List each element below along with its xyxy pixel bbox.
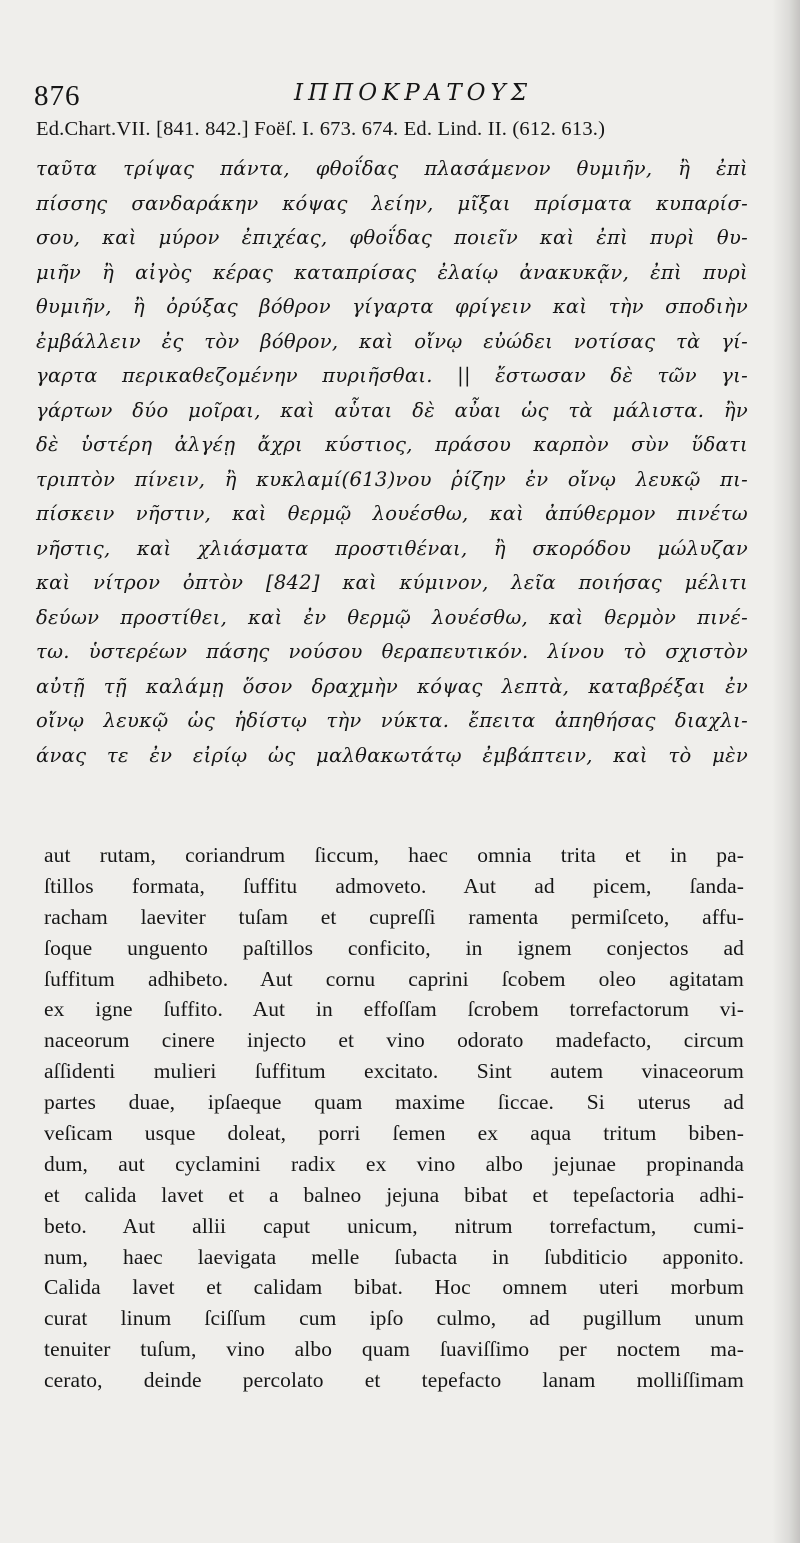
greek-line: ἐμβάλλειν ἐς τὸν βόθρον, καὶ οἴνῳ εὐώδει νοτίσας τὰ γί- [36, 329, 748, 353]
greek-line: πίσκειν νῆστιν, καὶ θερμῷ λουέσθω, καὶ ἀπύθερμον πινέτω [36, 502, 748, 525]
latin-line: aſſidenti mulieri ſuffitum excitato. Sint autem vinaceorum [44, 1059, 744, 1084]
greek-text-block [36, 152, 748, 773]
latin-line: racham laeviter tuſam et cupreſſi ramenta permiſceto, affu- [44, 904, 744, 929]
latin-line: beto. Aut allii caput unicum, nitrum torrefactum, cumi- [44, 1213, 744, 1238]
greek-line: πίσσης σανδαράκην κόψας λείην, μῖξαι πρίσματα κυπαρίσ- [36, 191, 748, 215]
greek-line: δεύων προστίθει, καὶ ἐν θερμῷ λουέσθω, καὶ θερμὸν πινέ- [36, 605, 748, 629]
latin-line: ſtillos formata, ſuffitu admoveto. Aut ad picem, ſanda- [44, 873, 744, 898]
latin-text-block [44, 840, 744, 1396]
latin-line: dum, aut cyclamini radix ex vino albo jejunae propinanda [44, 1151, 744, 1176]
latin-line: num, haec laevigata melle ſubacta in ſubditicio apponito. [44, 1244, 744, 1269]
greek-line: γαρτα περικαθεζομένην πυριῆσθαι. || ἔστωσαν δὲ τῶν γι- [36, 364, 748, 387]
page-number: 876 [34, 80, 81, 112]
greek-line: δὲ ὑστέρη ἀλγέῃ ἄχρι κύστιος, πράσου καρπὸν σὺν ὕδατι [36, 433, 748, 456]
latin-line: curat linum ſciſſum cum ipſo culmo, ad pugillum unum [44, 1306, 744, 1331]
latin-line: cerato, deinde percolato et tepefacto lanam molliſſimam [44, 1368, 744, 1393]
latin-line: tenuiter tuſum, vino albo quam ſuaviſſimo per noctem ma- [44, 1337, 744, 1362]
page-header [34, 74, 734, 114]
latin-line: partes duae, ipſaeque quam maxime ſiccae. Si uterus ad [44, 1090, 744, 1115]
greek-line: αὐτῇ τῇ καλάμῃ ὅσον δραχμὴν κόψας λεπτὰ, καταβρέξαι ἐν [36, 674, 748, 698]
running-head: ΙΠΠΟΚΡΑΤΟΥΣ [294, 80, 532, 106]
latin-line: Calida lavet et calidam bibat. Hoc omnem uteri morbum [44, 1275, 744, 1300]
greek-line: θυμιῆν, ἢ ὀρύξας βόθρον γίγαρτα φρίγειν καὶ τὴν σποδιὴν [36, 295, 748, 318]
greek-line: ταῦτα τρίψας πάντα, φθοΐδας πλασάμενον θυμιῆν, ἢ ἐπὶ [36, 157, 748, 180]
greek-line: τω. ὑστερέων πάσης νούσου θεραπευτικόν. λίνου τὸ σχιστὸν [36, 640, 748, 663]
page-edge-shadow [772, 0, 800, 1543]
latin-line: et calida lavet et a balneo jejuna bibat et tepeſactoria adhi- [44, 1182, 744, 1207]
greek-line: καὶ νίτρον ὀπτὸν [842] καὶ κύμινον, λεῖα ποιήσας μέλιτι [36, 571, 748, 594]
greek-line: νῆστις, καὶ χλιάσματα προστιθέναι, ἢ σκορόδου μώλυζαν [36, 536, 748, 560]
latin-line: ex igne ſuffito. Aut in effoſſam ſcrobem torrefactorum vi- [44, 997, 744, 1022]
greek-line: μιῆν ἢ αἰγὸς κέρας καταπρίσας ἐλαίῳ ἀνακυκᾷν, ἐπὶ πυρὶ [36, 260, 748, 284]
latin-line: aut rutam, coriandrum ſiccum, haec omnia trita et in pa- [44, 843, 744, 867]
latin-line: veſicam usque doleat, porri ſemen ex aqua tritum biben- [44, 1121, 744, 1146]
greek-line: οἴνῳ λευκῷ ὡς ἡδίστῳ τὴν νύκτα. ἔπειτα ἀπηθήσας διαχλι- [36, 709, 748, 732]
edition-reference: Ed.Chart.VII. [841. 842.] Foëſ. I. 673. 674. Ed. Lind. II. (612. 613.) [36, 118, 606, 140]
greek-line: σου, καὶ μύρον ἐπιχέας, φθοΐδας ποιεῖν καὶ ἐπὶ πυρὶ θυ- [36, 226, 748, 249]
latin-line: naceorum cinere injecto et vino odorato madefacto, circum [44, 1028, 744, 1053]
latin-line: ſuffitum adhibeto. Aut cornu caprini ſcobem oleo agitatam [44, 966, 744, 991]
latin-line: ſoque unguento paſtillos conficito, in ignem conjectos ad [44, 935, 744, 960]
greek-line: άνας τε ἐν εἰρίῳ ὡς μαλθακωτάτῳ ἐμβάπτειν, καὶ τὸ μὲν [36, 743, 748, 767]
greek-line: γάρτων δύο μοῖραι, καὶ αὗται δὲ αὖαι ὡς τὰ μάλιστα. ἢν [36, 398, 748, 422]
greek-line: τριπτὸν πίνειν, ἢ κυκλαμί(613)νου ῥίζην ἐν οἴνῳ λευκῷ πι- [36, 467, 748, 491]
